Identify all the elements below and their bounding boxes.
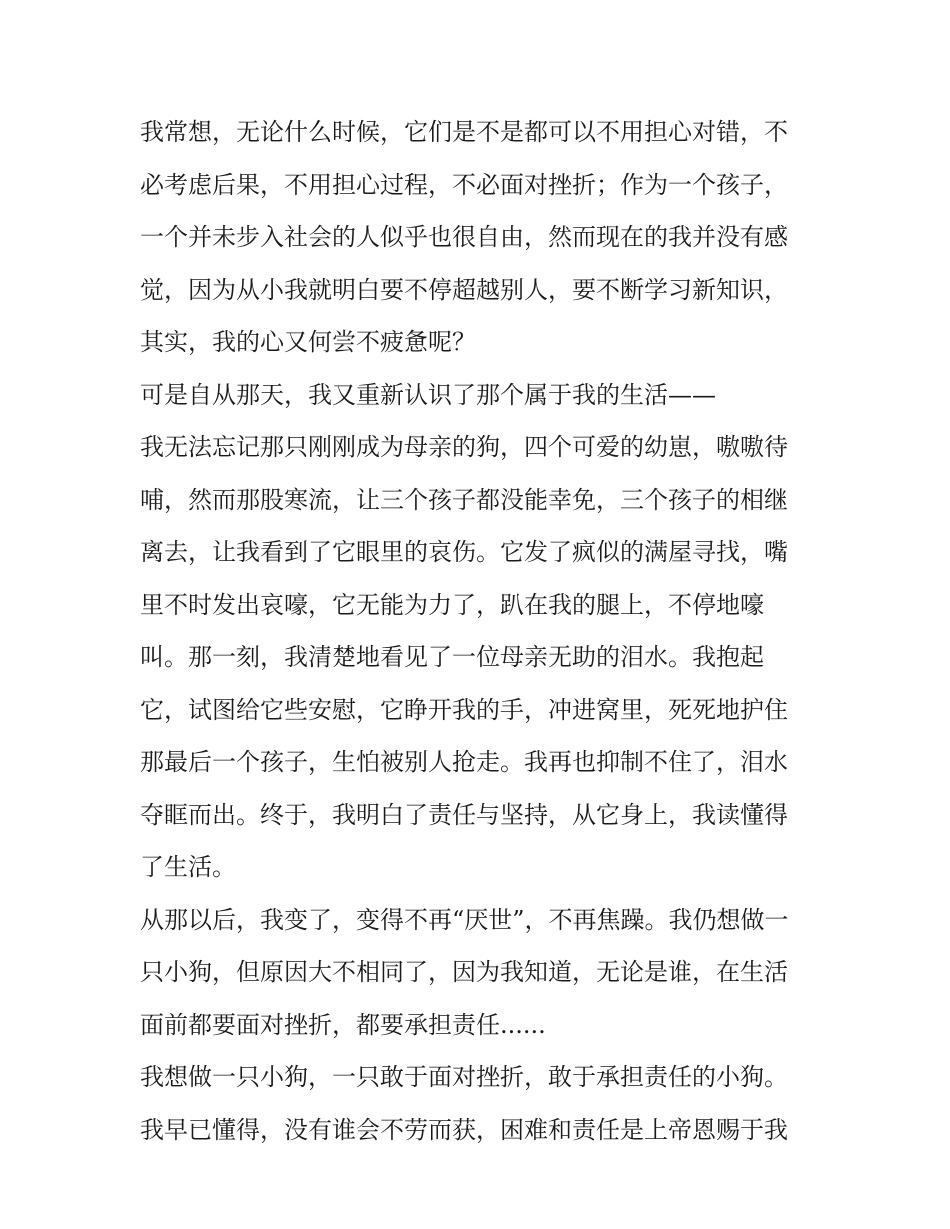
document-body	[140, 106, 820, 1156]
text-line: 它，试图给它些安慰，它睁开我的手，冲进窝里，死死地护住	[140, 695, 788, 724]
text-line: 哺，然而那股寒流，让三个孩子都没能幸免，三个孩子的相继	[140, 485, 788, 514]
text-line: 其实，我的心又何尝不疲惫呢？	[140, 328, 476, 356]
text-line: 从那以后，我变了，变得不再“厌世”，不再焦躁。我仍想做一	[140, 905, 789, 934]
text-line: 那最后一个孩子，生怕被别人抢走。我再也抑制不住了，泪水	[140, 748, 788, 776]
text-line: 夺眶而出。终于，我明白了责任与坚持，从它身上，我读懂得	[140, 800, 788, 829]
text-line: 面前都要面对挫折，都要承担责任......	[140, 1010, 546, 1039]
text-line: 觉，因为从小我就明白要不停超越别人，要不断学习新知识，	[140, 275, 788, 304]
text-line: 只小狗，但原因大不相同了，因为我知道，无论是谁，在生活	[140, 958, 788, 986]
text-line: 了生活。	[140, 853, 236, 881]
text-line: 可是自从那天，我又重新认识了那个属于我的生活——	[140, 380, 716, 409]
text-line: 我常想，无论什么时候，它们是不是都可以不用担心对错，不	[140, 118, 788, 146]
text-line: 里不时发出哀嚎，它无能为力了，趴在我的腿上，不停地嚎	[140, 590, 764, 619]
text-line: 我无法忘记那只刚刚成为母亲的狗，四个可爱的幼崽，嗷嗷待	[140, 433, 788, 461]
text-line: 必考虑后果，不用担心过程，不必面对挫折；作为一个孩子，	[140, 170, 788, 199]
text-line: 离去，让我看到了它眼里的哀伤。它发了疯似的满屋寻找，嘴	[140, 538, 788, 566]
text-line: 我早已懂得，没有谁会不劳而获，困难和责任是上帝恩赐于我	[140, 1115, 788, 1144]
text-line: 一个并未步入社会的人似乎也很自由，然而现在的我并没有感	[140, 223, 788, 251]
text-line: 我想做一只小狗，一只敢于面对挫折，敢于承担责任的小狗。	[140, 1063, 788, 1091]
text-line: 叫。那一刻，我清楚地看见了一位母亲无助的泪水。我抱起	[140, 643, 764, 671]
